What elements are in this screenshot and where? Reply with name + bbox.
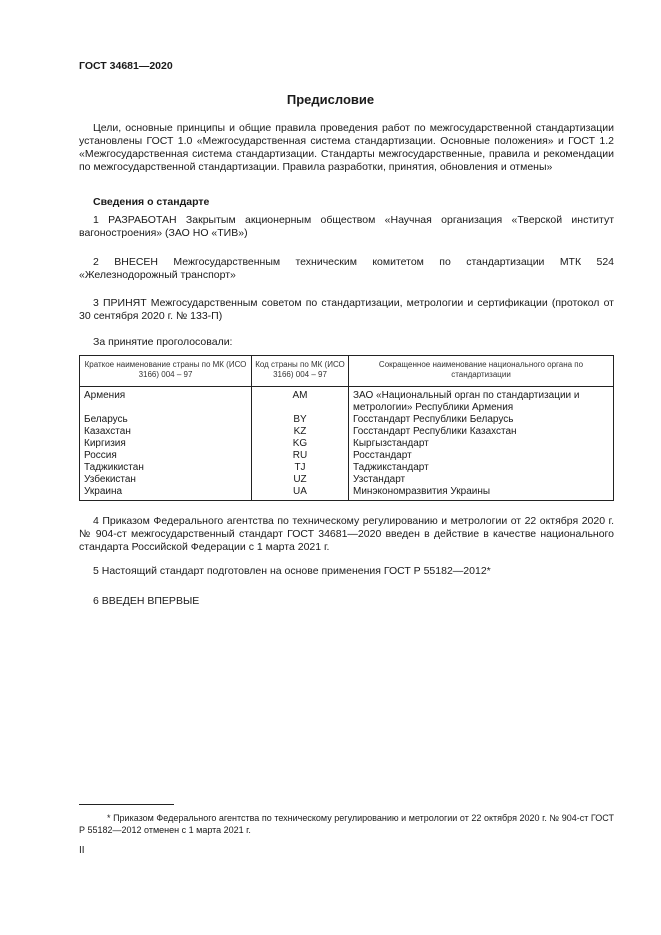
cell-code: KG <box>252 438 349 450</box>
footnote: * Приказом Федерального агентства по техническому регулированию и метрологии от 22 октября 2020 г. № 904-ст ГОСТ Р 55182—2012 отменен с 1 марта 2021 г. <box>79 813 614 835</box>
table-row <box>80 450 614 462</box>
document-code: ГОСТ 34681—2020 <box>79 60 173 72</box>
cell-country: Беларусь <box>80 414 252 426</box>
cell-country: Таджикистан <box>80 462 252 474</box>
header-body: Сокращенное наименование национального органа по стандартизации <box>349 356 614 387</box>
cell-country: Россия <box>80 450 252 462</box>
cell-body: ЗАО «Национальный орган по стандартизации и метрологии» Республики Армения <box>349 387 614 415</box>
cell-body: Росстандарт <box>349 450 614 462</box>
cell-body: Узстандарт <box>349 474 614 486</box>
cell-country: Украина <box>80 486 252 501</box>
cell-code: UA <box>252 486 349 501</box>
item-basis: 5 Настоящий стандарт подготовлен на основе применения ГОСТ Р 55182—2012* <box>93 565 491 577</box>
cell-country: Армения <box>80 387 252 415</box>
table-header-row <box>80 356 614 387</box>
vote-label: За принятие проголосовали: <box>93 336 233 348</box>
item-order: 4 Приказом Федерального агентства по техническому регулированию и метрологии от 22 октября 2020 г. № 904-ст межгосударственный стандарт ГОСТ 34681—2020 введен в действие в качестве национального стандарта Российской Федерации с 1 марта 2021 г. <box>79 515 614 553</box>
cell-code: RU <box>252 450 349 462</box>
item-developed: 1 РАЗРАБОТАН Закрытым акционерным обществом «Научная организация «Тверской институт вагоностроения» (ЗАО НО «ТИВ») <box>79 214 614 239</box>
cell-body: Госстандарт Республики Беларусь <box>349 414 614 426</box>
cell-body: Госстандарт Республики Казахстан <box>349 426 614 438</box>
cell-code: KZ <box>252 426 349 438</box>
cell-code: BY <box>252 414 349 426</box>
cell-body: Минэкономразвития Украины <box>349 486 614 501</box>
item-first: 6 ВВЕДЕН ВПЕРВЫЕ <box>93 595 200 607</box>
section-heading: Сведения о стандарте <box>93 196 210 208</box>
cell-body: Таджикстандарт <box>349 462 614 474</box>
table-row <box>80 486 614 501</box>
table-row <box>80 426 614 438</box>
cell-code: TJ <box>252 462 349 474</box>
footnote-divider <box>79 804 174 805</box>
page-title: Предисловие <box>286 92 375 107</box>
cell-country: Узбекистан <box>80 474 252 486</box>
cell-code: UZ <box>252 474 349 486</box>
intro-paragraph: Цели, основные принципы и общие правила проведения работ по межгосударственной стандартизации установлены ГОСТ 1.0 «Межгосударственная система стандартизации. Основные положения» и ГОСТ 1.2 «Межгосударственная система стандартизации. Стандарты межгосударственные, правила и рекомендации по межгосударственной стандартизации. Правила разработки, принятия, обновления и отмены» <box>79 122 614 173</box>
cell-code: AM <box>252 387 349 415</box>
item-adopted: 3 ПРИНЯТ Межгосударственным советом по стандартизации, метрологии и сертификации (протокол от 30 сентября 2020 г. № 133-П) <box>79 297 614 322</box>
header-country: Краткое наименование страны по МК (ИСО 3166) 004 – 97 <box>80 356 252 387</box>
table-row <box>80 462 614 474</box>
table-row <box>80 387 614 415</box>
voting-table <box>79 355 614 501</box>
header-code: Код страны по МК (ИСО 3166) 004 – 97 <box>252 356 349 387</box>
item-submitted: 2 ВНЕСЕН Межгосударственным техническим комитетом по стандартизации МТК 524 «Железнодорожный транспорт» <box>79 256 614 281</box>
table-row <box>80 474 614 486</box>
table-row <box>80 414 614 426</box>
cell-country: Казахстан <box>80 426 252 438</box>
table-row <box>80 438 614 450</box>
page-number: II <box>79 845 85 856</box>
cell-body: Кыргызстандарт <box>349 438 614 450</box>
cell-country: Киргизия <box>80 438 252 450</box>
